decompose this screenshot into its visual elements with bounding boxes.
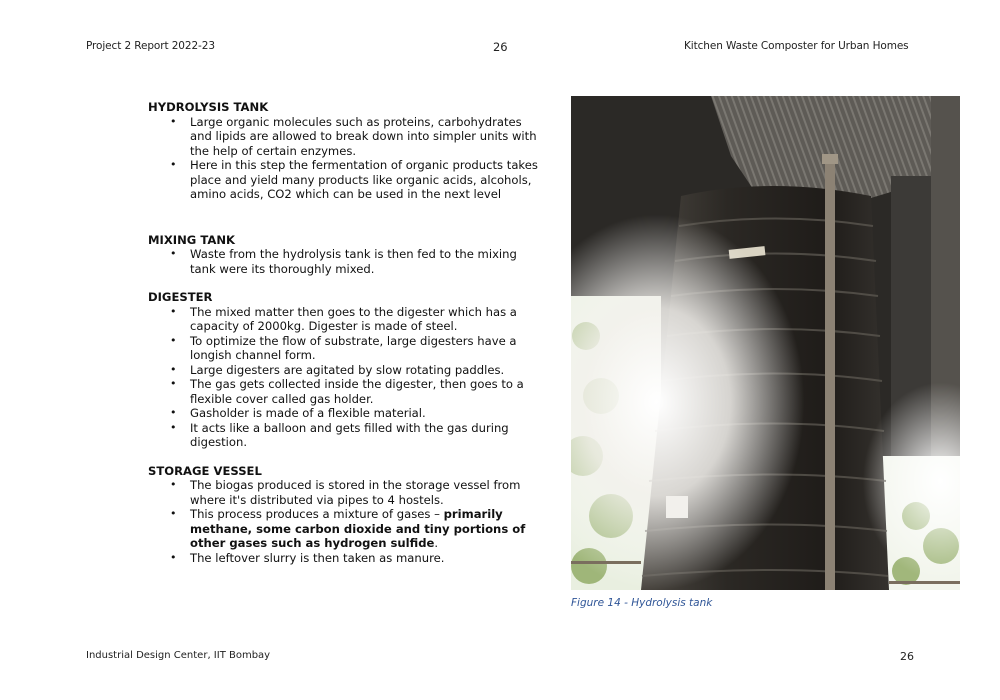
- list-item: • The biogas produced is stored in the storage vessel from where it's distributed via pipes to 4 hostels.: [170, 478, 521, 507]
- section-heading: MIXING TANK: [148, 232, 236, 247]
- body-text: [148, 100, 538, 565]
- section-heading: STORAGE VESSEL: [148, 463, 262, 478]
- bullet-icon: •: [170, 362, 177, 376]
- figure-photo-hydrolysis-tank: [571, 96, 960, 590]
- bullet-icon: •: [170, 406, 177, 419]
- section-storage-vessel: [148, 464, 538, 566]
- header-right: Kitchen Waste Composter for Urban Homes: [684, 40, 909, 52]
- list-item: • Gasholder is made of a flexible material.: [170, 406, 426, 420]
- emphasized-text: primarily methane, some carbon dioxide and tiny portions of other gases such as hydrogen sulfide: [190, 507, 526, 550]
- bullet-icon: •: [170, 114, 177, 128]
- bullet-list: [148, 478, 538, 565]
- section-mixing-tank: [148, 233, 538, 277]
- bullet-icon: •: [170, 377, 177, 390]
- list-item: • Waste from the hydrolysis tank is then fed to the mixing tank were its thoroughly mixed.: [170, 247, 517, 276]
- list-item: • It acts like a balloon and gets filled with the gas during digestion.: [170, 420, 509, 449]
- bullet-icon: •: [170, 507, 177, 520]
- list-item: • To optimize the flow of substrate, large digesters have a longish channel form.: [170, 333, 517, 362]
- bullet-icon: •: [170, 304, 177, 318]
- bullet-icon: •: [170, 478, 177, 491]
- bullet-icon: •: [170, 333, 177, 347]
- bullet-list: [148, 247, 538, 276]
- list-item: • Large organic molecules such as proteins, carbohydrates and lipids are allowed to break down into simpler units with the help of certain enzymes.: [170, 114, 537, 158]
- figure-caption: Figure 14 - Hydrolysis tank: [571, 597, 713, 609]
- bullet-list: [148, 115, 538, 202]
- list-item: • The leftover slurry is then taken as manure.: [170, 550, 445, 565]
- header-page-number: 26: [493, 40, 508, 54]
- bullet-icon: •: [170, 247, 177, 260]
- list-item: • This process produces a mixture of gases – primarily methane, some carbon dioxide and tiny portions of other gases such as hydrogen sulfide.: [170, 507, 526, 550]
- section-heading: DIGESTER: [148, 290, 213, 304]
- tank-photo-illustration: [571, 96, 960, 590]
- footer-left: Industrial Design Center, IIT Bombay: [86, 650, 271, 661]
- bullet-icon: •: [170, 550, 177, 564]
- list-item: • Large digesters are agitated by slow rotating paddles.: [170, 362, 505, 377]
- section-heading: HYDROLYSIS TANK: [148, 100, 269, 114]
- bullet-icon: •: [170, 420, 177, 434]
- section-hydrolysis-tank: [148, 100, 538, 202]
- bullet-list: [148, 305, 538, 450]
- list-item: • The mixed matter then goes to the digester which has a capacity of 2000kg. Digester is made of steel.: [170, 304, 517, 333]
- list-item: • The gas gets collected inside the digester, then goes to a flexible cover called gas holder.: [170, 377, 524, 406]
- bullet-icon: •: [170, 158, 177, 171]
- header-left: Project 2 Report 2022-23: [86, 40, 215, 52]
- section-digester: [148, 290, 538, 450]
- list-item: • Here in this step the fermentation of organic products takes place and yield many products like organic acids, alcohols, amino acids, CO2 which can be used in the next level: [170, 158, 538, 201]
- footer-page-number: 26: [900, 650, 914, 663]
